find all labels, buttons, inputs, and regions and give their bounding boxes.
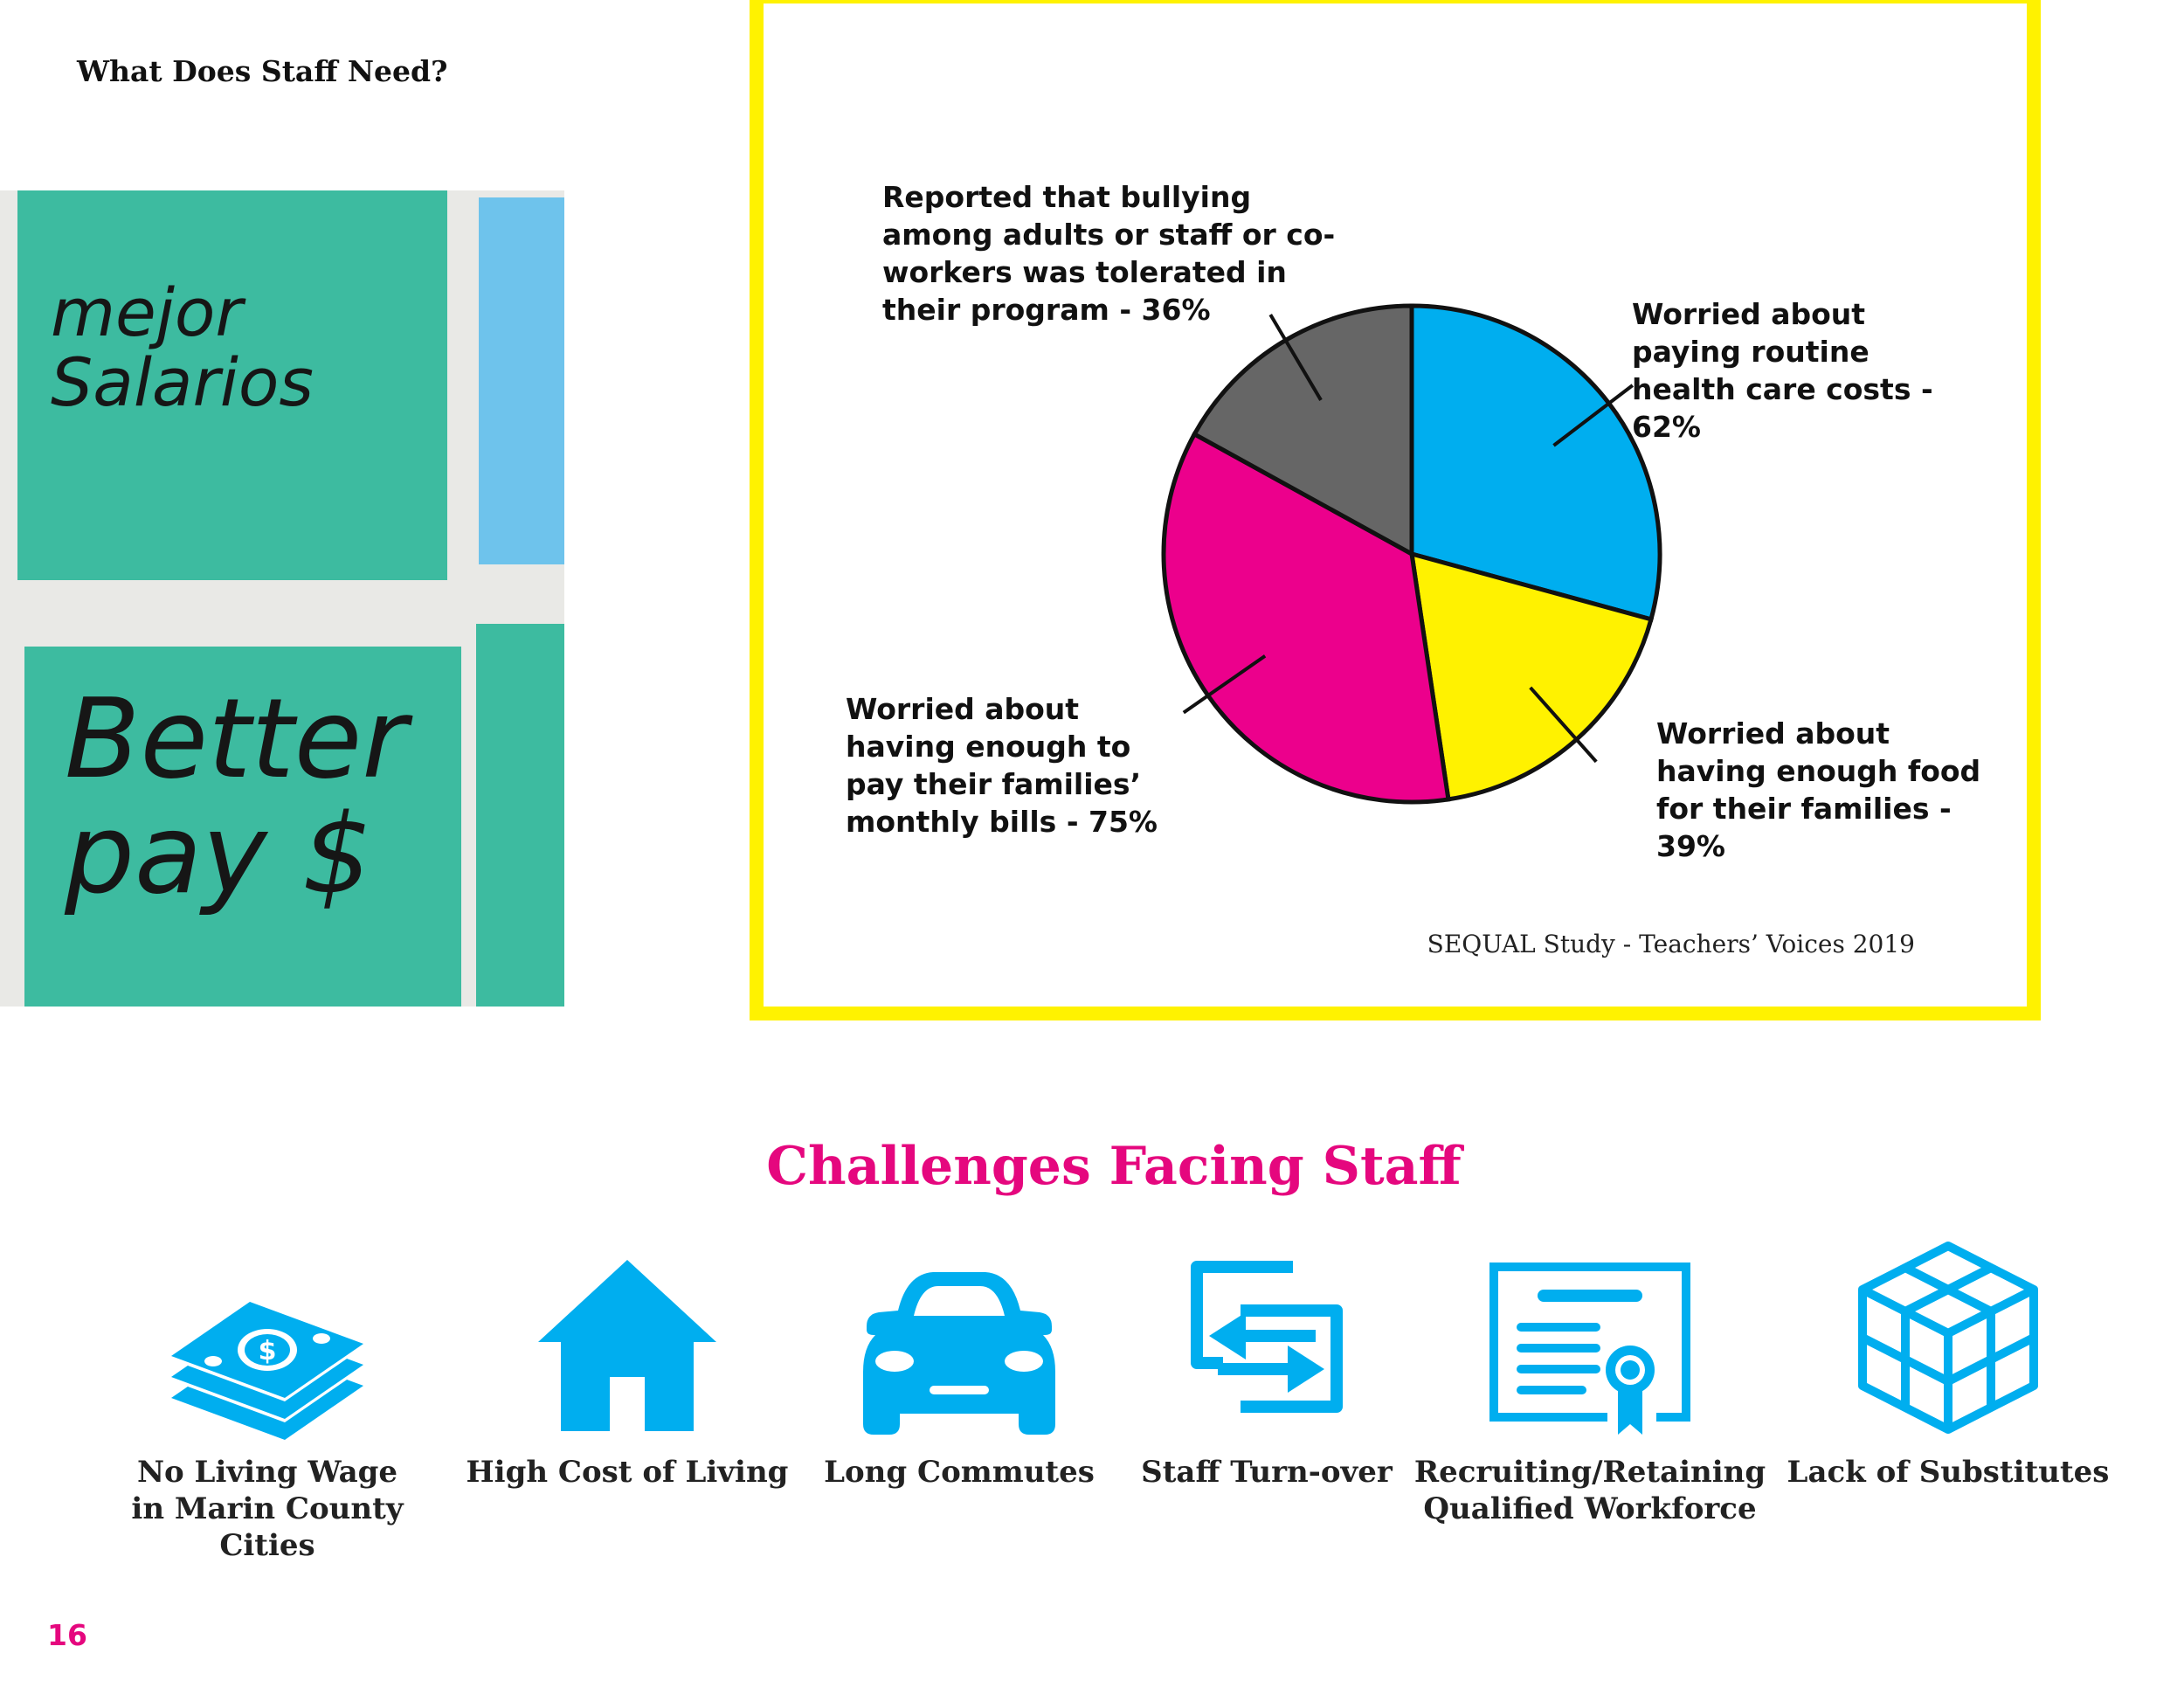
pie-label-monthly-bills: Worried about having enough to pay their families’ monthly bills - 75% — [846, 692, 1158, 839]
swap-arrows-icon — [1162, 1232, 1372, 1442]
cubes-icon — [1843, 1232, 2053, 1442]
sticky-note-mejor-salarios — [17, 190, 447, 580]
sticky-notes-photo — [0, 190, 564, 1007]
challenge-label: Lack of Substitutes — [1787, 1455, 2110, 1490]
certificate-icon — [1476, 1232, 1704, 1442]
page-number: 16 — [47, 1618, 87, 1652]
challenge-lack-of-substitutes — [1765, 1232, 2132, 1491]
svg-text:$: $ — [258, 1336, 277, 1366]
house-icon — [522, 1232, 732, 1442]
sticky-note-better-pay — [24, 647, 461, 1007]
challenge-no-living-wage — [84, 1232, 451, 1564]
page-heading: What Does Staff Need? — [77, 54, 448, 88]
challenge-label: Staff Turn-over — [1141, 1455, 1393, 1490]
challenge-staff-turn-over — [1083, 1232, 1450, 1491]
pie-label-food: Worried about having enough food for their families - 39% — [1656, 716, 1981, 863]
challenge-high-cost-of-living — [444, 1232, 811, 1491]
pie-label-bullying: Reported that bullying among adults or staff or co-workers was tolerated in their program - 36% — [882, 180, 1336, 327]
challenge-label: High Cost of Living — [466, 1455, 789, 1490]
note-text-better-pay: Better pay $ — [65, 675, 408, 919]
challenge-recruiting-retaining — [1406, 1232, 1773, 1527]
challenge-label: Recruiting/Retaining Qualified Workforce — [1413, 1455, 1766, 1526]
chart-source: SEQUAL Study - Teachers’ Voices 2019 — [1427, 930, 1915, 958]
challenges-title: Challenges Facing Staff — [766, 1136, 1462, 1197]
sticky-note-partial-bottom — [476, 624, 564, 1007]
note-text-mejor-salarios: mejor Salarios — [51, 273, 314, 421]
sticky-note-partial-top — [479, 197, 564, 564]
challenge-label: No Living Wage in Marin County Cities — [131, 1455, 404, 1563]
challenge-label: Long Commutes — [824, 1455, 1095, 1490]
chart-box — [750, 0, 2041, 1020]
car-icon — [846, 1232, 1073, 1442]
pie-label-health-care: Worried about paying routine health care costs - 62% — [1632, 297, 1933, 444]
money-icon — [154, 1232, 381, 1442]
